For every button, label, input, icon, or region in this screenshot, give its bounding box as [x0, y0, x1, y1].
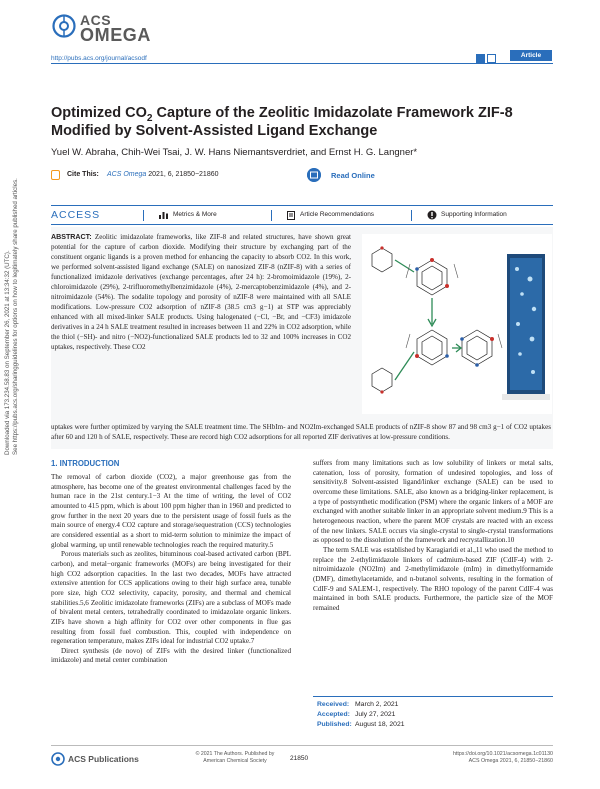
acs-au-icon[interactable]	[476, 54, 485, 63]
accepted-row	[317, 710, 405, 720]
recommendations-document-icon[interactable]	[287, 211, 295, 220]
article-type-badge: Article	[510, 50, 552, 61]
citation-reference	[107, 171, 219, 178]
abstract-text-continued: uptakes were further optimized by varying the SALE treatment time. The SHbIm- and NO2Im-exchanged SALE products of nZIF-8 show 87 and 98 cm3 g−1 of CO2 uptakes after 60 and 120 h of SALE, respectively. These are record high CO2 adsorptions for all reported ZIF derivatives at low-pressure conditions.	[51, 423, 551, 441]
toc-graphic	[362, 234, 552, 414]
cite-ref-numbers: 2021, 6, 21850−21860	[146, 171, 219, 178]
access-label: ACCESS	[51, 209, 101, 221]
intro-paragraph-3: Direct synthesis (de novo) of ZIFs with the desired linker (functionalized imidazole) and metal center combination	[51, 646, 291, 665]
published-date: August 18, 2021	[355, 721, 405, 728]
intro-paragraph-1: The removal of carbon dioxide (CO2), a major greenhouse gas from the atmosphere, has become one of the greatest environmental challenges faced by the human race in the 21st century.1−3 At the time of writing, the level of CO2 amounted to 415 ppm, which is about 100 ppm higher than in 1960 and predicted to grow further in the next 20 years due to the persistent usage of fossil fuels as the main source of energy.4 CO2 capture and storage/sequestration (CCS) technologies are considered essential as a short to mid-term solution to minimize the impact of global warming, up until renewable technologies reach the required maturity.5	[51, 473, 291, 549]
cite-journal[interactable]: ACS Omega	[107, 171, 147, 178]
access-separator	[143, 210, 144, 221]
logo-line-2: OMEGA	[80, 25, 152, 45]
open-access-icon[interactable]	[487, 54, 496, 63]
body-column-right	[313, 459, 553, 614]
received-date: March 2, 2021	[355, 701, 399, 708]
received-row	[317, 700, 405, 710]
intro-paragraph-2: Porous materials such as zeolites, bituminous coal-based activated carbon (BPL carbon), and metal−organic frameworks (MOFs) are being investigated for their high CO2 adsorption capacities. In the last two decades, MOFs have attracted extensive attention for CCS applications owing to their high surface area, tunable pore size, high CO2 selectivity, capacity, porosity, and thermal and chemical stabilities.5,6 Zeolitic imidazolate frameworks (ZIFs) are a subclass of MOFs made of bivalent metal centers, tetrahedrally coordinated to imidazolate organic linkers. ZIFs have shown a high affinity for CO2 over other components in flue gas resulting from fossil fuel combustion. This, coupled with independence on regeneration temperature, makes ZIFs ideal for industrial CO2 uptake.7	[51, 550, 291, 646]
intro-paragraph-4: suffers from many limitations such as low solubility of linkers or metal salts, catenation, loss of porosity, formation of undesired topologies, and loss of sensitivity.8 Solvent-assisted ligand/linker exchange (SALE) can be used to overcome these limitations. SALE, also known as a bridging-linker replacement, is a type of postsynthetic modification (PSM) where the organic linkers of a MOF are exchanged with another suitable linker in an appropriate solvent medium.9 This is a heterogeneous reaction, where the parent MOF crystals are reacted with an excess of the new linkers. SALE occurs via single-crystal to single-crystal transformations as opposed to the dissolution of the framework and recrystallization.10	[313, 459, 553, 545]
page-number: 21850	[290, 755, 309, 762]
supporting-information-link[interactable]: Supporting Information	[441, 211, 507, 218]
read-online-icon[interactable]	[307, 168, 321, 182]
accepted-label: Accepted:	[317, 711, 350, 718]
title-part-b: Capture of the Zeolitic Imidazolate Framework ZIF-8 Modified by Solvent-Assisted Ligand Exchange	[51, 105, 513, 139]
publisher-name: ACS Publications	[68, 754, 139, 764]
article-recommendations-link[interactable]: Article Recommendations	[300, 211, 375, 218]
watermark-line-1: Downloaded via 173.234.58.83 on September 26, 2021 at 13:34:32 (UTC).	[4, 250, 11, 455]
published-row	[317, 720, 405, 730]
watermark-line-2: See https://pubs.acs.org/sharingguidelines for options on how to legitimately share published articles.	[12, 178, 19, 455]
access-separator	[411, 210, 412, 221]
cite-quote-icon[interactable]	[51, 170, 60, 180]
section-heading-introduction: 1. INTRODUCTION	[51, 459, 120, 468]
acs-omega-logo-icon	[52, 14, 76, 38]
journal-logo-text	[80, 13, 151, 44]
published-label: Published:	[317, 721, 352, 728]
acs-publications-logo-icon	[51, 752, 65, 766]
journal-url-link[interactable]: http://pubs.acs.org/journal/acsodf	[51, 55, 147, 62]
cite-row	[51, 168, 553, 184]
header-rule	[51, 63, 553, 64]
metrics-more-link[interactable]: Metrics & More	[173, 211, 217, 218]
received-label: Received:	[317, 701, 350, 708]
cite-label[interactable]: Cite This:	[67, 171, 99, 178]
footer-citation: ACS Omega 2021, 6, 21850−21860	[468, 758, 553, 764]
footer-rule	[51, 745, 553, 746]
author-list: Yuel W. Abraha, Chih-Wei Tsai, J. W. Hans Niemantsverdriet, and Ernst H. G. Langner*	[51, 147, 418, 158]
publication-dates	[317, 700, 405, 730]
body-column-left	[51, 473, 291, 666]
download-watermark	[4, 178, 20, 455]
title-part-a: Optimized CO	[51, 105, 147, 121]
read-online-button[interactable]: Read Online	[331, 171, 375, 180]
doi-link[interactable]: https://doi.org/10.1021/acsomega.1c01130	[452, 751, 553, 757]
copyright-notice: © 2021 The Authors. Published by American Chemical Society	[195, 751, 275, 764]
doi-block	[412, 751, 553, 765]
title-subscript: 2	[146, 112, 153, 124]
access-separator	[271, 210, 272, 221]
abstract-text	[51, 232, 351, 352]
metrics-bar-chart-icon[interactable]	[159, 211, 168, 219]
accepted-date: July 27, 2021	[355, 711, 396, 718]
article-title	[51, 104, 551, 140]
intro-paragraph-5: The term SALE was established by Karagiaridi et al.,11 who used the method to replace the 2-ethylimidazole linkers of cadmium-based ZIF (CdIF-4) with 2-nitroimidazole (NO2Im) and 2-methylimidazole (mIm) in dimethylformamide (DMF), dimethylacetamide, and n-butanol solvents, resulting in the formation of CdIF-9 and SALEM-1, respectively. The RHO topology of the parent CdIF-4 was maintained in both SALE products. Furthermore, the particle size of the MOF remained	[313, 545, 553, 612]
header-icons	[476, 50, 498, 68]
access-bar	[51, 205, 553, 225]
logo-line-1: ACS	[80, 12, 112, 28]
abstract-heading: ABSTRACT:	[51, 233, 92, 241]
supporting-info-icon[interactable]	[427, 210, 437, 220]
abstract-body: Zeolitic imidazolate frameworks, like ZIF-8 and related structures, have shown great potential for the capture of carbon dioxide. Modifying their structure by exchanging part of the constituent organic ligands is a proven method for enhancing the capacity to absorb CO2. In this work, we performed solvent-assisted ligand exchange (SALE) on nanosized ZIF-8 (nZIF-8) with a series of functionalized imidazole derivatives (exchange percentages, after 24 h): 2-bromoimidazole (19%), 2-chloroimidazole (29%), 2-trifluoromethylbenzimidazole (4%), 2-mercaptobenzimidazole (4%), and 2-nitroimidazole (54%). The sodalite topology and porosity of nZIF-8 were maintained with all SALE modifications. Low-pressure CO2 adsorption of nZIF-8 (38.5 cm3 g−1) at STP was appreciably enhanced with all mixed-linker SALE products. Using halogenated (−Cl, −Br, and −CF3) imidazole derivatives in a 24 h SALE treatment resulted in increases between 11 and 22% in CO2 adsorption, while the thiol (−SH)- and nitro (−NO2)-functionalized SALE products led to 32 and 100% increases in CO2 uptakes, respectively. These CO2	[51, 233, 351, 351]
